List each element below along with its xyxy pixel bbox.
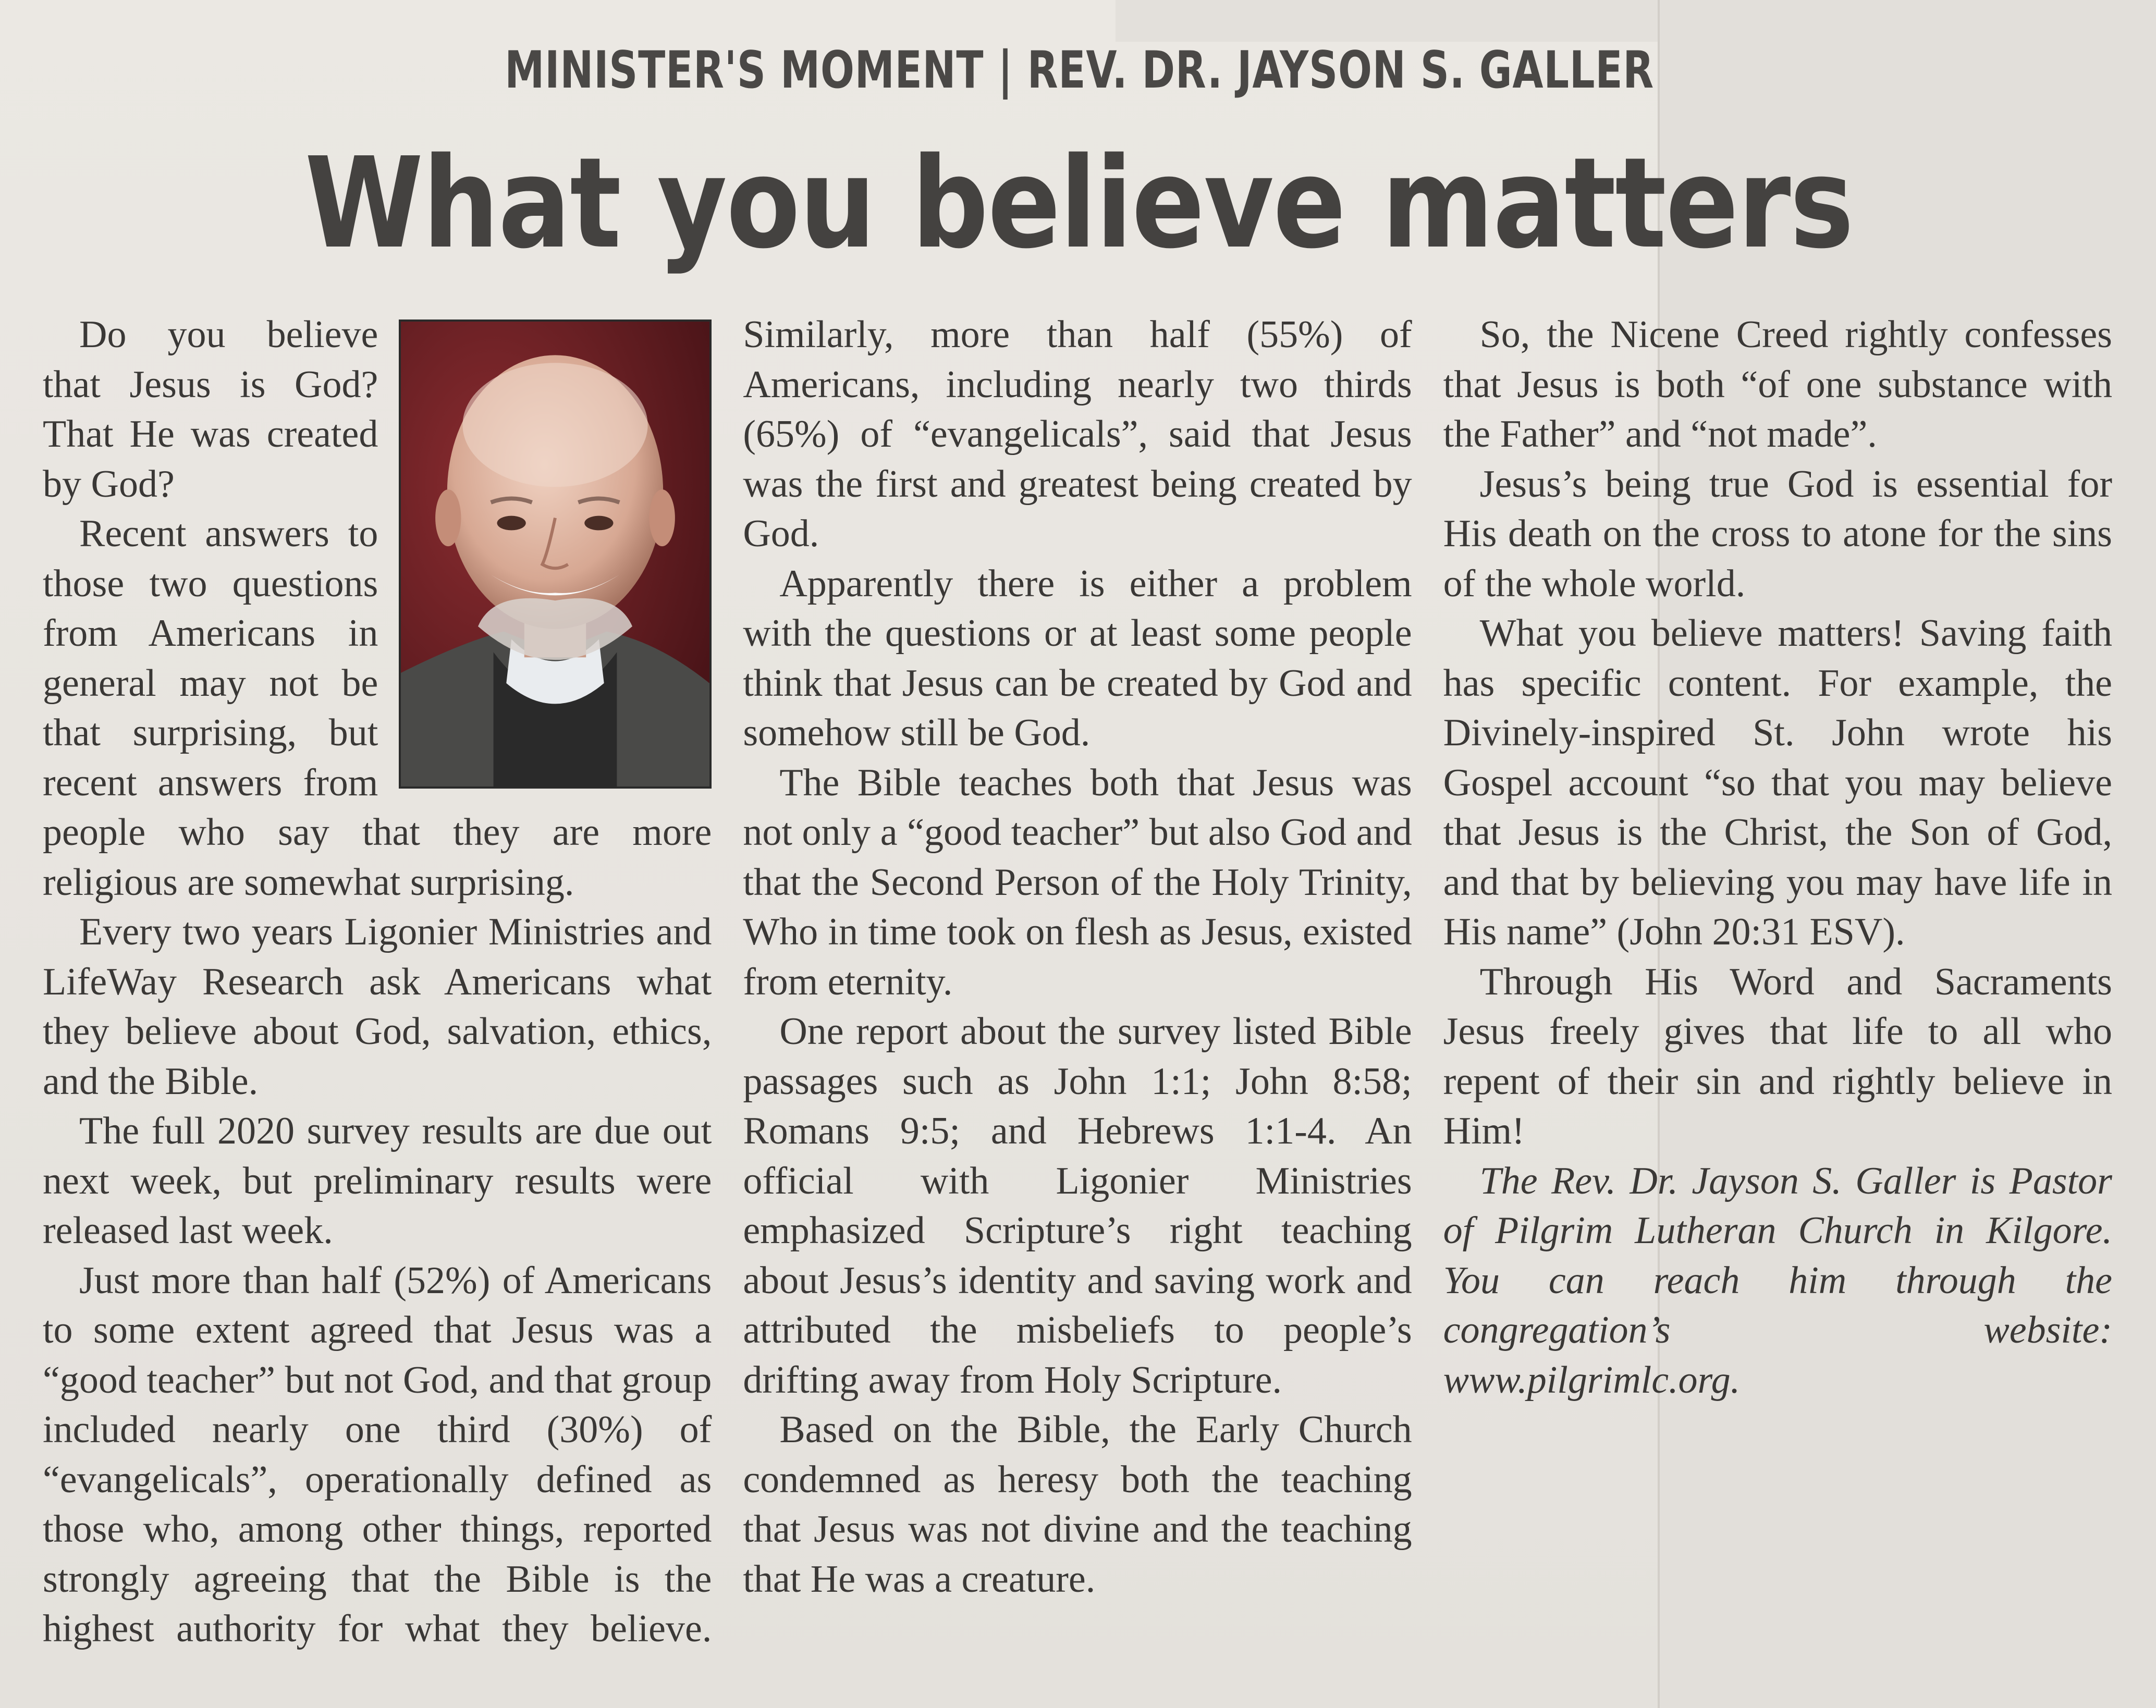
column-kicker: MINISTER'S MOMENT | REV. DR. JAYSON S. GALLER [505,41,1654,100]
paragraph: The Bible teaches both that Jesus was not only a “good teacher” but also God and that the Second Person of the Holy Trinity, Who in time took on flesh as Jesus, existed from eternity. [743,761,1412,1003]
paragraph: What you believe matters! Saving faith has specific content. For example, the Divinely-inspired St. John wrote his Gospel account “so that you may believe that Jesus is the Christ, the Son of God, and that by believing you may have life in His name” (John 20:31 ESV). [1443,612,2112,953]
paragraph: Apparently there is either a problem with the questions or at least some people think that Jesus can be created by God and somehow still be God. [743,562,1412,754]
paragraph: Based on the Bible, the Early Church condemned as heresy both the teaching that Jesus was not divine and the teaching that He was a creature. [743,1408,1412,1601]
paragraph: Through His Word and Sacraments Jesus freely gives that life to all who repent of their sin and rightly believe in Him! [1443,960,2112,1152]
author-photo [399,320,712,789]
paragraph: Recent answers to those two questions from Americans in general may not be that surprising, but recent answers from people who say that they are more religious are somewhat surprising. [43,512,712,904]
author-bio: The Rev. Dr. Jayson S. Galler is Pastor of Pilgrim Lutheran Church in Kilgore. You can reach him through the congregation’s website: www.pilgrimlc.org. [1443,1159,2112,1402]
article-body [43,310,2112,1665]
paragraph: One report about the survey listed Bible passages such as John 1:1; John 8:58; Romans 9:5; and Hebrews 1:1-4. An official with Ligonier Ministries emphasized Scripture’s right teaching about Jesus’s identity and saving work and attributed the misbeliefs to people’s drifting away from Holy Scripture. [743,1010,1412,1402]
paragraph: Do you believe that Jesus is God? That He was created by God? [43,310,712,509]
paragraph: So, the Nicene Creed rightly confesses that Jesus is both “of one substance with the Father” and “not made”. [1443,313,2112,456]
paragraph: Every two years Ligonier Ministries and LifeWay Research ask Americans what they believe about God, salvation, ethics, and the Bible. [43,911,712,1103]
adjacent-column-bleed-top [1116,0,1658,42]
paragraph: Just more than half (52%) of Americans to some extent agreed that Jesus was a “good teacher” but not God, and that group included nearly one third (30%) of “evangelicals”, operationally defined as those who, among other things, reported strongly agreeing that the Bible is the highest authority for what they believe. Similarly, more than half (55%) of Americans, including nearly two thirds (65%) of “evangelicals”, said that Jesus was the first and greatest being created by God. [43,313,1412,1650]
paragraph: Jesus’s being true God is essential for His death on the cross to atone for the sins of the whole world. [1443,462,2112,605]
article-headline: What you believe matters [304,130,1853,276]
paragraph: The full 2020 survey results are due out next week, but preliminary results were released last week. [43,1110,712,1252]
